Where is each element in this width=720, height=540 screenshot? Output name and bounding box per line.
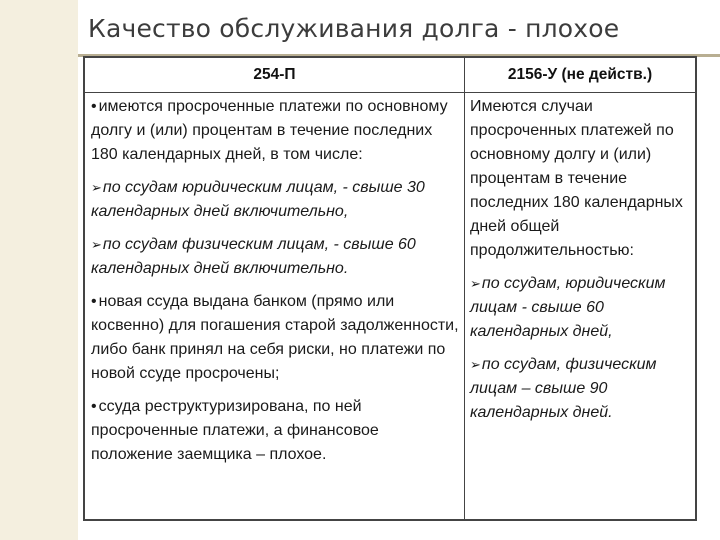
arrow-bullet-icon: ➢ [91, 237, 102, 252]
item-text: ссуда реструктуризирована, по ней просроченные платежи, а финансовое положение заемщика – плохое. [91, 398, 379, 463]
list-subitem [91, 176, 459, 224]
column-header-254p: 254-П [253, 66, 296, 83]
item-text: новая ссуда выдана банком (прямо или косвенно) для погашения старой задолженности, либо банк принял на себя риски, но платежи по новой ссуде просрочены; [91, 293, 459, 382]
item-text: по ссудам, юридическим лицам - свыше 60 календарных дней, [470, 275, 666, 340]
comparison-table [83, 56, 697, 521]
decorative-side-band [0, 0, 78, 540]
bullet-icon: • [91, 98, 97, 115]
bullet-icon: • [91, 293, 97, 310]
column-header-2156u: 2156-У (не действ.) [507, 66, 653, 83]
header-divider [85, 92, 695, 93]
slide-title: Качество обслуживания долга - плохое [88, 14, 620, 43]
column-divider [464, 58, 465, 519]
arrow-bullet-icon: ➢ [470, 276, 481, 291]
list-item [91, 395, 459, 467]
intro-text: Имеются случаи просроченных платежей по основному долгу и (или) процентам в течение последних 180 календарных дней общей продолжительностью: [470, 98, 683, 259]
arrow-bullet-icon: ➢ [91, 180, 102, 195]
list-subitem [470, 272, 696, 344]
arrow-bullet-icon: ➢ [470, 357, 481, 372]
list-subitem [470, 353, 696, 425]
item-text: имеются просроченные платежи по основному долгу и (или) процентам в течение последних 180 календарных дней, в том числе: [91, 98, 448, 163]
bullet-icon: • [91, 398, 97, 415]
list-subitem [91, 233, 459, 281]
list-item [91, 95, 459, 167]
cell-254p [91, 95, 459, 467]
list-item [91, 290, 459, 386]
item-text: по ссудам, физическим лицам – свыше 90 календарных дней. [470, 356, 657, 421]
item-text: по ссудам физическим лицам, - свыше 60 календарных дней включительно. [91, 236, 416, 277]
item-text: по ссудам юридическим лицам, - свыше 30 календарных дней включительно, [91, 179, 425, 220]
cell-2156u [470, 95, 696, 425]
